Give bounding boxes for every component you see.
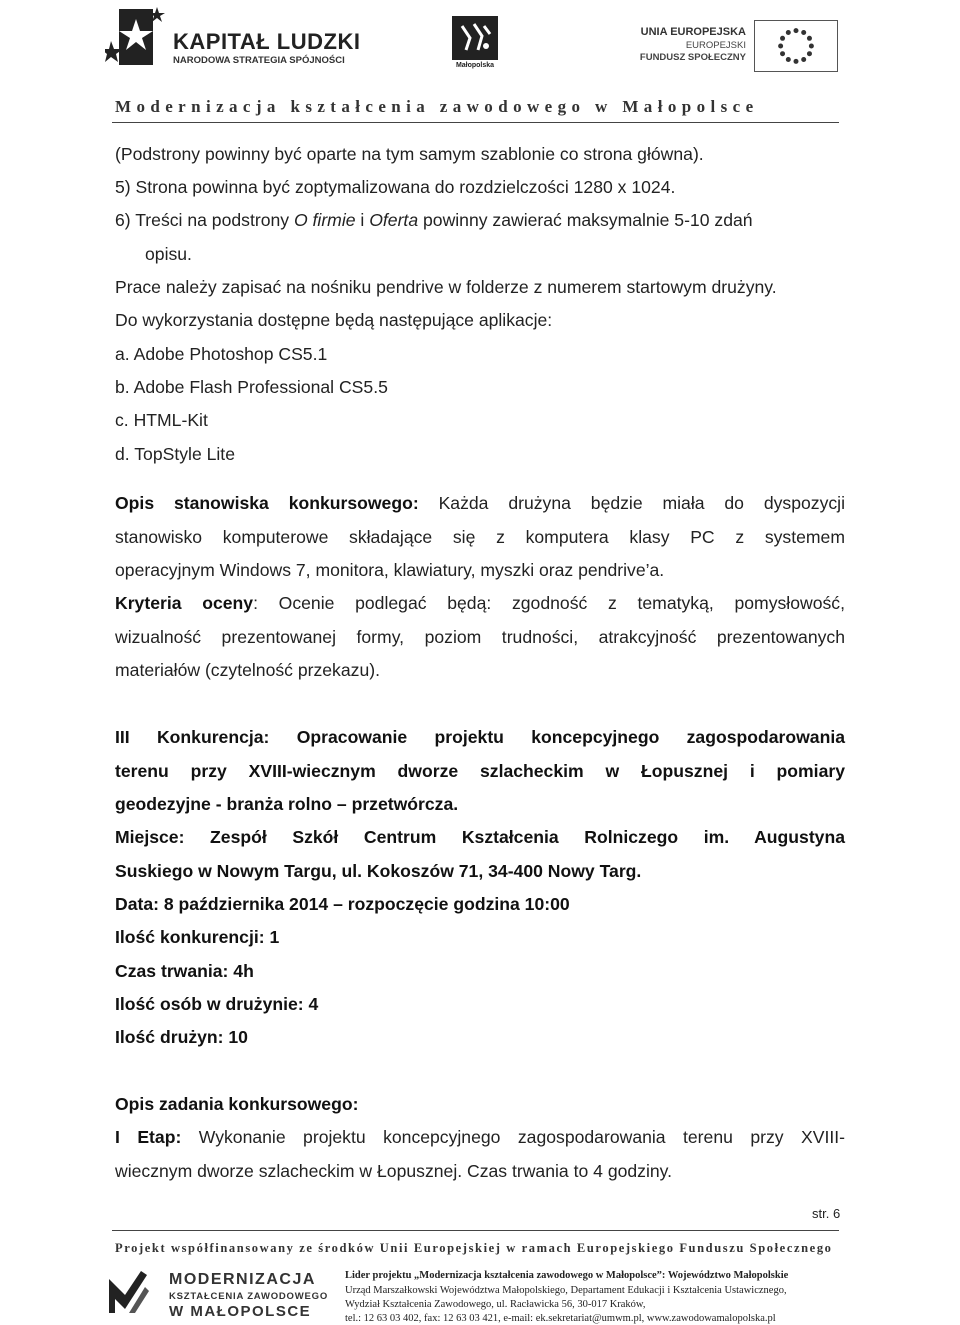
app-list-item: c. HTML-Kit	[115, 410, 208, 430]
paragraph-apps-intro: Do wykorzystania dostępne będą następujące aplikacje:	[115, 310, 553, 330]
paragraph-save-instructions: Prace należy zapisać na nośniku pendrive w folderze z numerem startowym drużyny.	[115, 277, 777, 297]
workstation-description-label: Opis stanowiska konkursowego:	[115, 493, 419, 513]
criteria-line: Kryteria oceny: Ocenie podlegać będą: zgodność z tematyką, pomysłowość,	[115, 593, 845, 613]
task-description-heading: Opis zadania konkursowego:	[115, 1094, 359, 1114]
eu-flag-icon	[754, 20, 838, 72]
kapital-ludzki-logo	[105, 5, 361, 75]
header-divider	[112, 122, 839, 123]
date-line: Data: 8 października 2014 – rozpoczęcie godzina 10:00	[115, 894, 570, 914]
modernizacja-subtitle: KSZTAŁCENIA ZAWODOWEGO	[169, 1291, 329, 1302]
competition-3-heading: III Konkurencja: Opracowanie projektu koncepcyjnego zagospodarowania	[115, 727, 845, 747]
footer-info-leader: Lider projektu „Modernizacja kształcenia zawodowego w Małopolsce”: Województwo Małopolskie	[345, 1270, 789, 1281]
malopolska-crest-icon	[452, 16, 498, 60]
modernizacja-title: MODERNIZACJA	[169, 1271, 316, 1288]
eu-line-2: EUROPEJSKI	[685, 40, 746, 51]
em-oferta: Oferta	[369, 210, 419, 230]
stage-1-label: I Etap:	[115, 1127, 182, 1147]
criteria-line: materiałów (czytelność przekazu).	[115, 660, 380, 680]
teams-count-line: Ilość drużyn: 10	[115, 1027, 248, 1047]
footer-tagline: Projekt współfinansowany ze środków Unii Europejskiej w ramach Europejskiego Funduszu Społecznego	[115, 1241, 833, 1255]
eu-line-3: FUNDUSZ SPOŁECZNY	[639, 52, 746, 63]
list-item-6: 6) Treści na podstrony O firmie i Oferta powinny zawierać maksymalnie 5-10 zdań	[115, 210, 753, 230]
stage-1-line: I Etap: Wykonanie projektu koncepcyjnego zagospodarowania terenu przy XVIII-	[115, 1127, 845, 1147]
criteria-label: Kryteria oceny	[115, 593, 254, 613]
workstation-description-line: operacyjnym Windows 7, monitora, klawiatury, myszki oraz pendrive’a.	[115, 560, 665, 580]
em-o-firmie: O firmie	[293, 210, 356, 230]
kapital-ludzki-subtitle: NARODOWA STRATEGIA SPÓJNOŚCI	[173, 55, 345, 66]
malopolska-logo	[447, 16, 503, 76]
duration-line: Czas trwania: 4h	[115, 961, 254, 981]
footer-info-address: Wydział Kształcenia Zawodowego, ul. Racławicka 56, 30-017 Kraków,	[345, 1299, 646, 1310]
workstation-description-line: stanowisko komputerowe składające się z komputera klasy PC z systemem	[115, 527, 845, 547]
page-number: str. 6	[812, 1206, 841, 1221]
competitions-count: Ilość konkurencji: 1	[115, 927, 280, 947]
app-list-item: d. TopStyle Lite	[115, 444, 235, 464]
footer-divider	[112, 1230, 839, 1231]
list-item-5: 5) Strona powinna być zoptymalizowana do rozdzielczości 1280 x 1024.	[115, 177, 676, 197]
malopolska-label: Małopolska	[455, 62, 495, 69]
header-tagline: Modernizacja kształcenia zawodowego w Małopolsce	[115, 97, 759, 116]
team-size-line: Ilość osób w drużynie: 4	[115, 994, 319, 1014]
kapital-ludzki-star-icon	[105, 5, 167, 75]
modernizacja-mark-icon	[105, 1265, 151, 1317]
competition-3-heading: terenu przy XVIII-wiecznym dworze szlacheckim w Łopusznej i pomiary	[115, 761, 845, 781]
competition-3-heading: geodezyjne - branża rolno – przetwórcza.	[115, 794, 459, 814]
modernizacja-logo	[105, 1265, 329, 1323]
footer-info-contact: tel.: 12 63 03 402, fax: 12 63 03 421, e-mail: ek.sekretariat@umwm.pl, www.zawodowamalopolska.pl	[345, 1313, 776, 1324]
list-item-6-continued: opisu.	[145, 244, 192, 264]
paragraph-subpages-note: (Podstrony powinny być oparte na tym samym szablonie co strona główna).	[115, 144, 704, 164]
stage-1-line: wiecznym dworze szlacheckim w Łopusznej. Czas trwania to 4 godziny.	[115, 1161, 673, 1181]
app-list-item: a. Adobe Photoshop CS5.1	[115, 344, 328, 364]
eu-fund-logo	[639, 20, 838, 72]
venue-line: Miejsce: Zespół Szkół Centrum Kształcenia Rolniczego im. Augustyna	[115, 827, 845, 847]
modernizacja-region: W MAŁOPOLSCE	[169, 1303, 312, 1320]
criteria-line: wizualność prezentowanej formy, poziom trudności, atrakcyjność prezentowanych	[115, 627, 845, 647]
eu-line-1: UNIA EUROPEJSKA	[640, 26, 746, 38]
workstation-description-line: Opis stanowiska konkursowego: Każda drużyna będzie miała do dyspozycji	[115, 493, 845, 513]
kapital-ludzki-title: KAPITAŁ LUDZKI	[173, 29, 361, 54]
footer-info-office: Urząd Marszałkowski Województwa Małopolskiego, Departament Edukacji i Kształcenia Ustawicznego,	[345, 1285, 787, 1296]
venue-line: Suskiego w Nowym Targu, ul. Kokoszów 71, 34-400 Nowy Targ.	[115, 861, 642, 881]
app-list-item: b. Adobe Flash Professional CS5.5	[115, 377, 388, 397]
